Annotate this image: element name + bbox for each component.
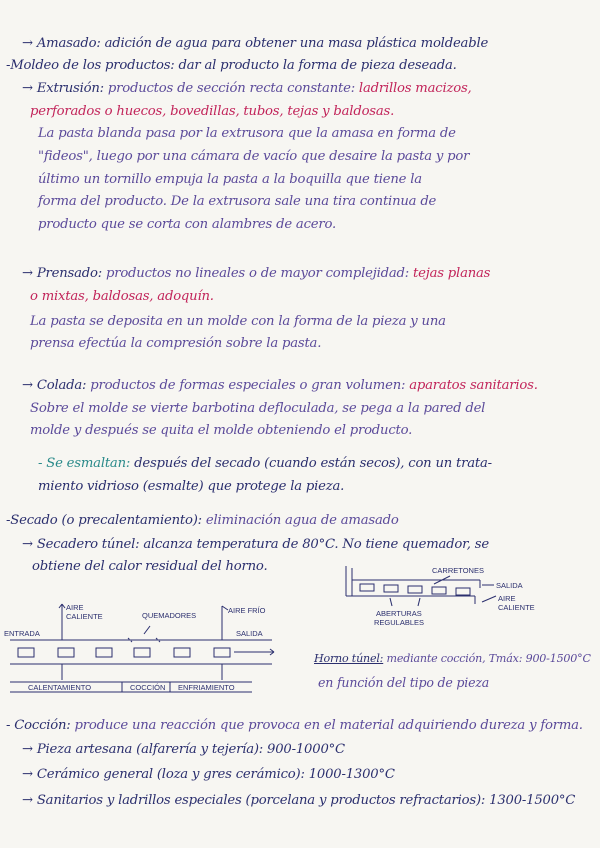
line-prensado-examples: o mixtas, baldosas, adoquín. (30, 289, 214, 304)
line-esmaltan (38, 456, 492, 472)
examples-prensado-1: tejas planas (409, 266, 491, 281)
text-horno-tunel: en función del tipo de pieza (318, 675, 490, 690)
text-extrusion-2: "fideos", luego por una cámara de vacío que desaire la pasta y por (38, 149, 470, 164)
def-moldeo: dar al producto la forma de pieza deseada. (174, 58, 457, 73)
line-extrusion (22, 81, 472, 97)
term-secado: -Secado (o precalentamiento): (6, 513, 202, 528)
term-esmaltan: - Se esmaltan: (38, 456, 131, 471)
label-entrada: ENTRADA (4, 629, 40, 638)
def-esmaltan: después del secado (cuando están secos), con un trata- (130, 456, 492, 471)
text-prensado-1: La pasta se deposita en un molde con la forma de la pieza y una (30, 314, 446, 329)
label-aberturas: ABERTURAS (376, 609, 422, 618)
def-prensado: productos no lineales o de mayor complejidad: (101, 266, 409, 281)
line-prensado (22, 266, 490, 282)
label-zone-calentamiento: CALENTAMIENTO (28, 683, 92, 692)
text-extrusion-1: La pasta blanda pasa por la extrusora que la amasa en forma de (38, 126, 456, 141)
label-aire-small: AIRE (498, 594, 516, 603)
term-coccion: - Cocción: (6, 718, 71, 733)
label-regulables: REGULABLES (374, 618, 425, 627)
text-extrusion-3: último un tornillo empuja la pasta a la boquilla que tiene la (38, 172, 422, 187)
text-prensado-2: prensa efectúa la compresión sobre la pasta. (30, 336, 322, 351)
line-coccion (6, 718, 583, 734)
examples-colada: aparatos sanitarios. (405, 378, 538, 393)
def-amasado: adición de agua para obtener una masa plástica moldeable (100, 36, 489, 51)
term-extrusion: → Extrusión: (22, 81, 104, 96)
label-zone-enfriamiento: ENFRIAMIENTO (178, 683, 235, 692)
def-secadero: alcanza temperatura de 80°C. No tiene quemador, se (139, 537, 489, 552)
term-amasado: → Amasado: (22, 36, 101, 51)
term-prensado: → Prensado: (22, 266, 102, 281)
def-horno-tunel: mediante cocción, Tmáx: 900-1500°C (383, 652, 591, 665)
term-horno-tunel: Horno túnel: (314, 652, 384, 665)
line-horno-tunel (314, 651, 591, 667)
line-extrusion-examples: perforados o huecos, bovedillas, tubos, tejas y baldosas. (30, 104, 395, 119)
text-coccion-artesana: → Pieza artesana (alfarería y tejería): 900-1000°C (22, 742, 345, 757)
label-caliente-small: CALIENTE (498, 603, 535, 612)
text-coccion-ceramico: → Cerámico general (loza y gres cerámico): 1000-1300°C (22, 767, 395, 782)
text-colada-2: molde y después se quita el molde obteniendo el producto. (30, 423, 413, 438)
label-aire-kiln: AIRE (66, 603, 84, 612)
text-esmaltan: miento vidrioso (esmalte) que protege la pieza. (38, 479, 345, 494)
label-quemadores: QUEMADORES (142, 611, 197, 620)
line-secadero (22, 537, 489, 553)
def-extrusion: productos de sección recta constante: (103, 81, 355, 96)
line-amasado (22, 36, 488, 52)
line-moldeo (6, 58, 457, 74)
def-secado: eliminación agua de amasado (201, 513, 399, 528)
line-secado (6, 513, 399, 529)
text-secadero: obtiene del calor residual del horno. (32, 559, 268, 574)
label-carretones: CARRETONES (432, 566, 484, 575)
label-aire-frio: AIRE FRÍO (228, 606, 266, 615)
secadero-diagram (330, 558, 558, 630)
text-coccion-sanitarios: → Sanitarios y ladrillos especiales (porcelana y productos refractarios): 1300-1500°C (22, 793, 576, 808)
examples-extrusion-1: ladrillos macizos, (354, 81, 472, 96)
label-salida-kiln: SALIDA (236, 629, 263, 638)
text-extrusion-5: producto que se corta con alambres de acero. (38, 217, 336, 232)
text-colada-1: Sobre el molde se vierte barbotina defloculada, se pega a la pared del (30, 401, 486, 416)
label-zone-coccion: COCCIÓN (130, 683, 166, 692)
def-coccion: produce una reacción que provoca en el material adquiriendo dureza y forma. (70, 718, 583, 733)
def-colada: productos de formas especiales o gran volumen: (86, 378, 406, 393)
term-secadero: → Secadero túnel: (22, 537, 140, 552)
horno-tunel-diagram (2, 596, 292, 706)
label-salida-small: SALIDA (496, 581, 523, 590)
text-extrusion-4: forma del producto. De la extrusora sale una tira continua de (38, 194, 437, 209)
term-colada: → Colada: (22, 378, 87, 393)
term-moldeo: -Moldeo de los productos: (6, 58, 175, 73)
line-colada (22, 378, 538, 394)
label-caliente-kiln: CALIENTE (66, 612, 103, 621)
